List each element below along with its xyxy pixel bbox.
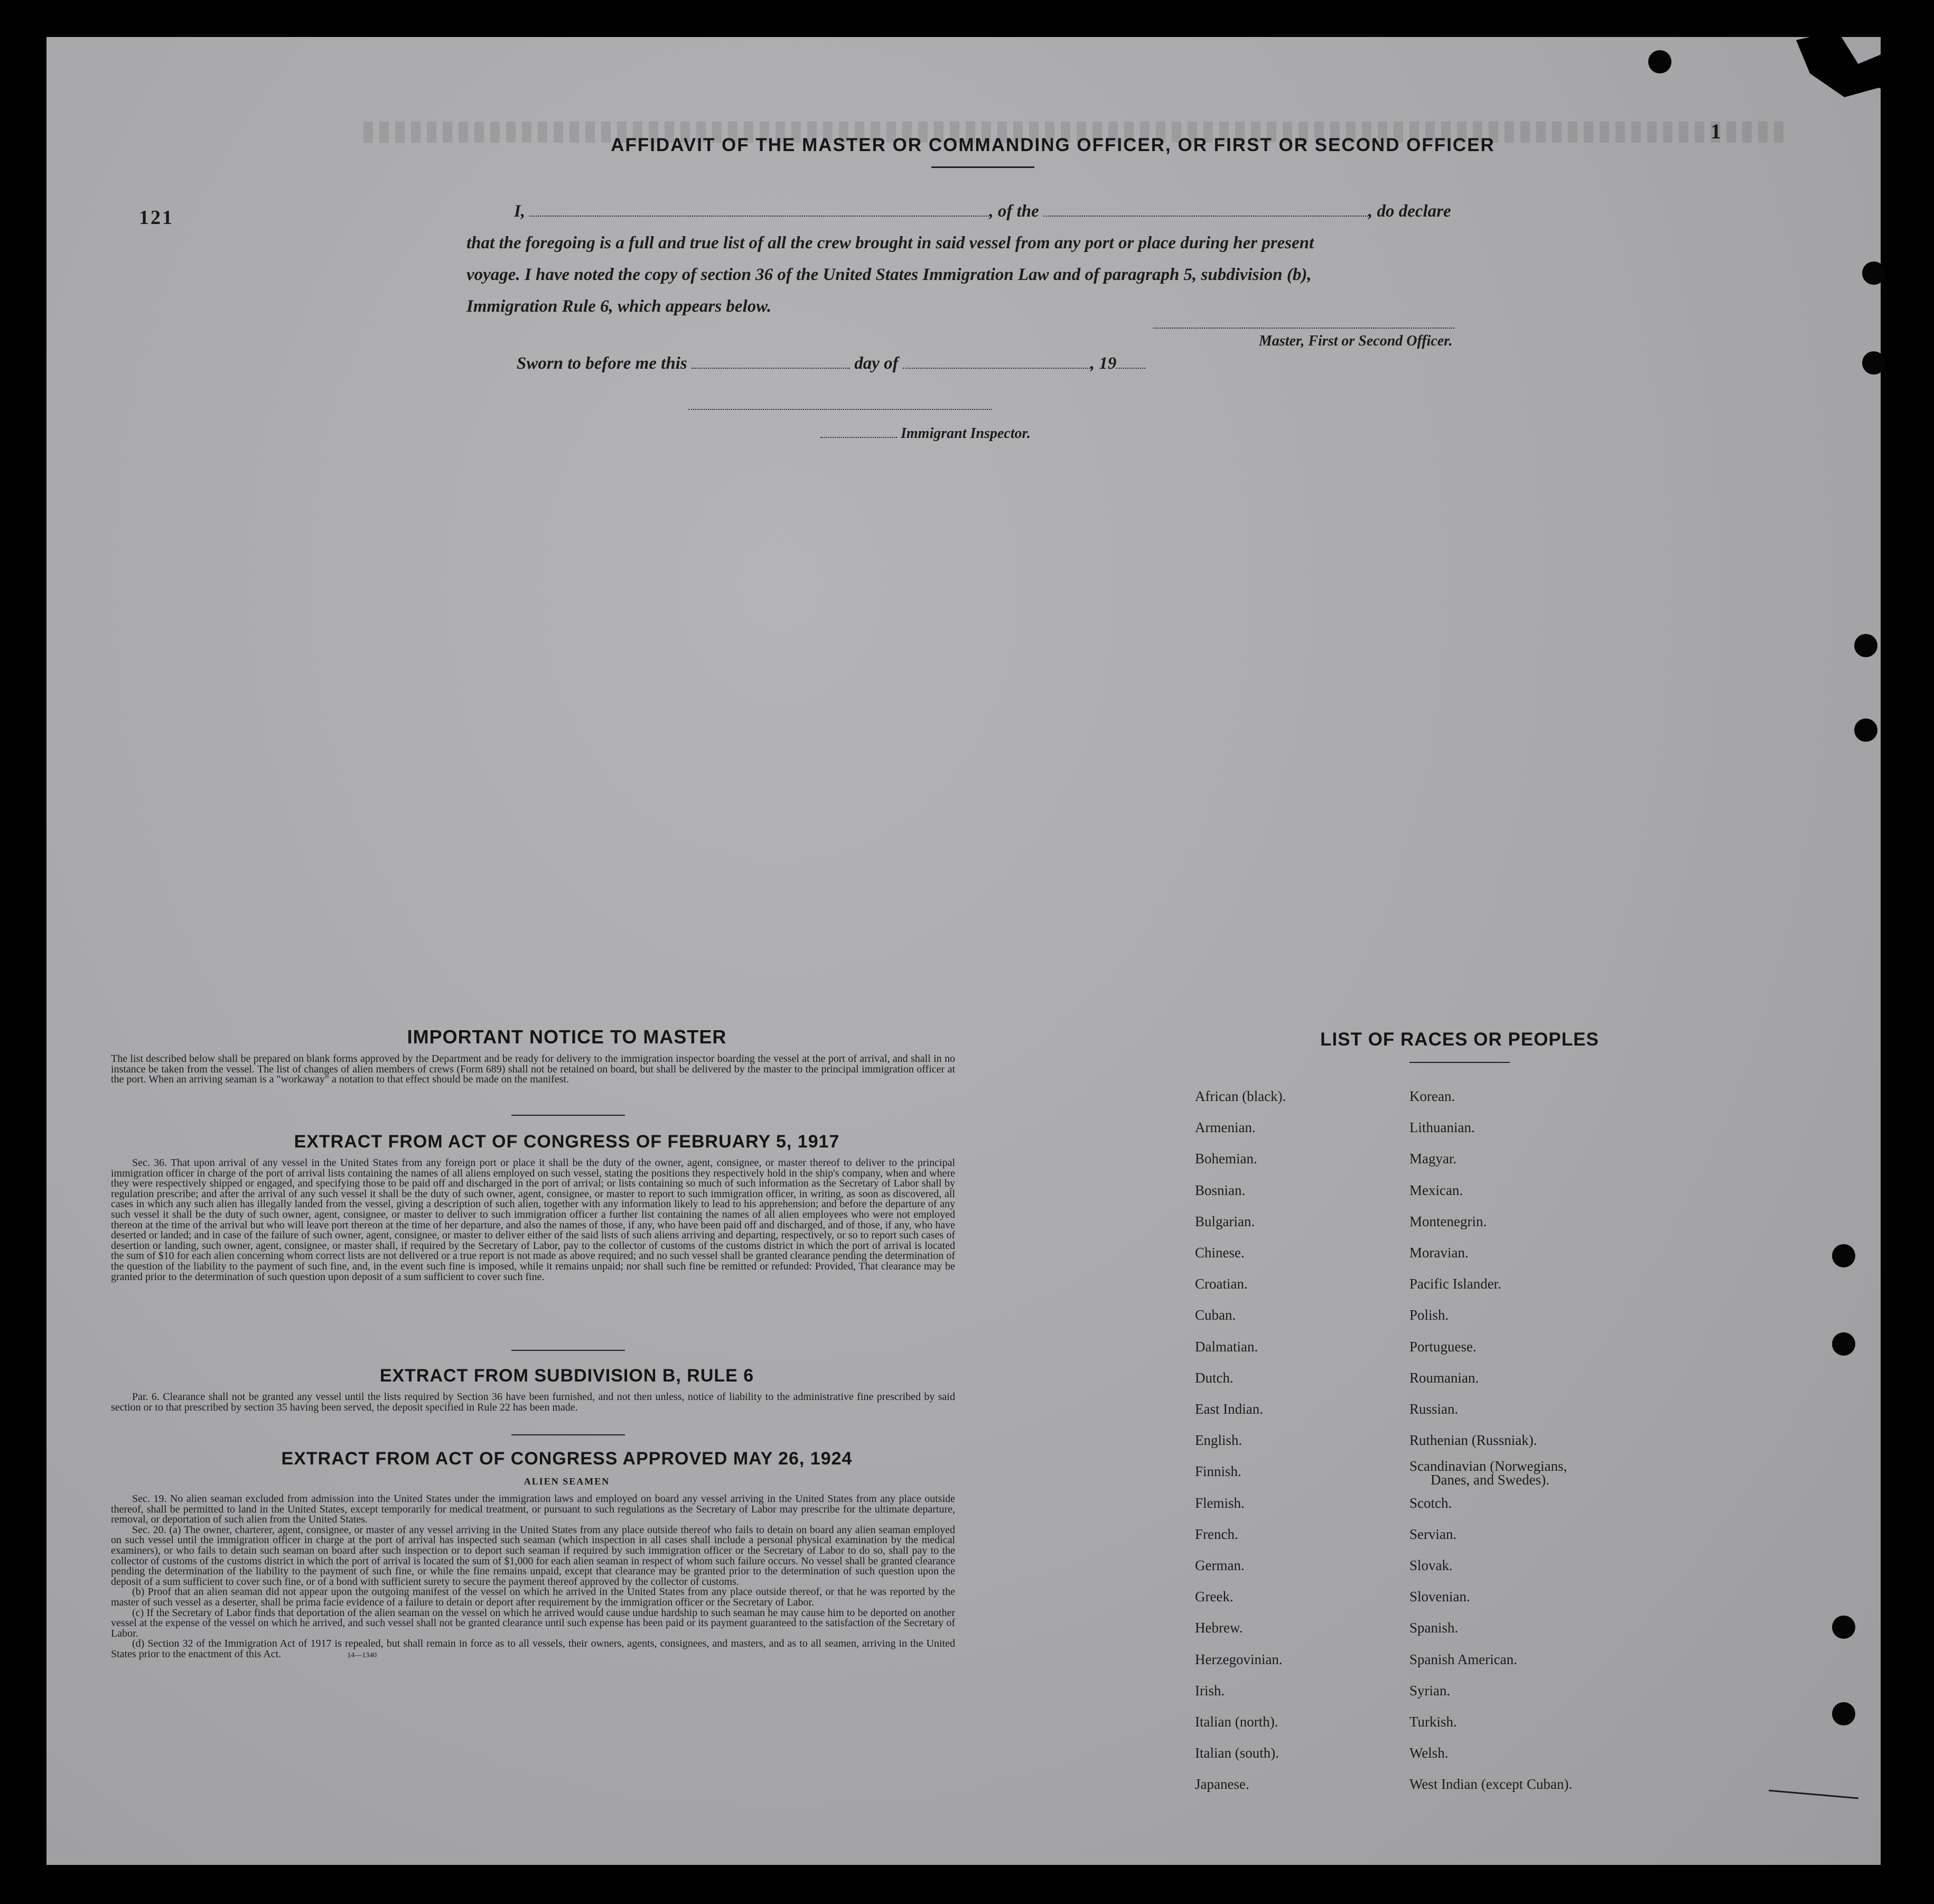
race-item-right: Russian.	[1409, 1401, 1459, 1417]
affidavit-do-declare: , do declare	[1368, 202, 1451, 221]
punch-hole	[1862, 351, 1885, 375]
inspector-dots	[820, 437, 897, 438]
race-item-left: Chinese.	[1195, 1245, 1245, 1261]
extract-1924-subtitle: ALIEN SEAMEN	[524, 1476, 610, 1487]
race-item-right: Montenegrin.	[1409, 1213, 1487, 1229]
notice-rule	[511, 1115, 625, 1116]
affidavit-title: AFFIDAVIT OF THE MASTER OR COMMANDING OFFICER, OR FIRST OR SECOND OFFICER	[611, 135, 1495, 155]
sworn-month-field[interactable]	[903, 368, 1090, 369]
race-item-right: Mexican.	[1409, 1182, 1463, 1198]
punch-hole	[1832, 1616, 1855, 1639]
punch-hole	[1832, 1702, 1855, 1725]
master-name-field[interactable]	[529, 216, 989, 217]
race-item-left: Hebrew.	[1195, 1620, 1243, 1636]
sec-20d	[111, 1639, 955, 1660]
punch-hole	[1862, 262, 1885, 285]
race-item-left: Italian (south).	[1195, 1745, 1279, 1761]
master-signature-line[interactable]	[1153, 328, 1454, 329]
race-item-left: Italian (north).	[1195, 1714, 1278, 1730]
extract-rule6-title: EXTRACT FROM SUBDIVISION B, RULE 6	[379, 1366, 754, 1386]
race-item-left: Greek.	[1195, 1589, 1234, 1605]
affidavit-line4: Immigration Rule 6, which appears below.	[466, 297, 772, 316]
race-item-right: Spanish.	[1409, 1620, 1459, 1636]
race-item-right: Spanish American.	[1409, 1651, 1517, 1667]
extract-1924-title: EXTRACT FROM ACT OF CONGRESS APPROVED MAY 26, 1924	[281, 1449, 853, 1469]
race-item-left: Herzegovinian.	[1195, 1651, 1283, 1667]
race-item-right: Magyar.	[1409, 1151, 1457, 1167]
race-item-left: German.	[1195, 1557, 1245, 1573]
notice-body: The list described below shall be prepared on blank forms approved by the Department and be ready for delivery to the immigration inspector boarding the vessel at the port of arrival, and shall in no instance be taken from the vessel. The list of changes of alien members of crews (Form 689) shall not be retained on board, but shall be delivered by the master to the principal immigration officer at the port. When an arriving seaman is a "workaway" a notation to that effect should be made on the manifest.	[111, 1053, 955, 1086]
inspector-signature-line[interactable]	[688, 409, 992, 410]
affidavit-line1	[514, 202, 1451, 221]
race-item-left: French.	[1195, 1526, 1238, 1542]
race-item-right: Ruthenian (Russniak).	[1409, 1432, 1537, 1449]
race-item-left: African (black).	[1195, 1088, 1286, 1104]
sworn-year-field[interactable]	[1116, 368, 1145, 369]
race-item-left: Japanese.	[1195, 1776, 1249, 1793]
sworn-prefix: Sworn to before me this	[517, 354, 687, 373]
race-item-right: Portuguese.	[1409, 1338, 1477, 1355]
sworn-day-of: day of	[854, 354, 899, 373]
race-item-left: Bulgarian.	[1195, 1213, 1255, 1229]
extract-1924-body	[111, 1494, 955, 1661]
extract-rule6-rule	[511, 1434, 625, 1435]
races-title: LIST OF RACES OR PEOPLES	[1320, 1029, 1599, 1050]
race-item-right: Korean.	[1409, 1088, 1455, 1104]
document-page	[46, 37, 1881, 1865]
punch-hole	[1832, 1244, 1855, 1267]
race-item-right: Scandinavian (Norwegians,	[1409, 1458, 1567, 1474]
sec-20a: Sec. 20. (a) The owner, charterer, agent, consignee, or master of any vessel arriving in the United States from any place outside thereof who fails to detain on board any alien seaman employed on such vessel until the immigration officer in charge at the port of arrival has inspected such seaman (which inspection in all cases shall include a personal physical examination by the medical examiners), or who fails to detain such seaman on board after such inspection or to deport such seaman if required by such immigration officer or the Secretary of Labor to do so, shall pay to the collector of customs of the customs district in which the port of arrival is located the sum of $1,000 for each alien seaman in respect of whom such failure occurs. No vessel shall be granted clearance pending the determination of the liability to the payment of such fine, or while the fine remains unpaid, except that clearance may be granted prior to the determination of such question upon the deposit of a sum sufficient to cover such fine, or of a bond with sufficient surety to secure the payment thereof approved by the collector of customs.	[111, 1524, 955, 1588]
race-item-left: English.	[1195, 1432, 1242, 1449]
affidavit-title-rule	[931, 166, 1034, 168]
race-item-right: Roumanian.	[1409, 1369, 1479, 1386]
extract-rule6-body: Par. 6. Clearance shall not be granted any vessel until the lists required by Section 36 have been furnished, and not then unless, notice of liability to the administrative fine prescribed by said section or to that prescribed by section 35 having been served, the deposit specified in Rule 22 has been made.	[111, 1391, 955, 1413]
race-item-right: Polish.	[1409, 1307, 1449, 1323]
punch-hole	[1832, 1332, 1855, 1356]
race-item-left: Cuban.	[1195, 1307, 1236, 1323]
inspector-label: Immigrant Inspector.	[901, 425, 1031, 442]
corner-mark: 1	[1711, 119, 1723, 143]
race-item-left: Finnish.	[1195, 1463, 1241, 1480]
race-item-right: Slovenian.	[1409, 1589, 1470, 1605]
race-item-right: Servian.	[1409, 1526, 1457, 1542]
race-item-left: Flemish.	[1195, 1495, 1245, 1511]
sec-20b: (b) Proof that an alien seaman did not appear upon the outgoing manifest of the vessel on which he arrived in the United States from any place outside thereof, or that he was reported by the master of such vessel as a deserter, shall be prima facie evidence of a failure to detain or deport after requirement by the immigration officer or the Secretary of Labor.	[111, 1586, 955, 1608]
margin-stroke	[1769, 1790, 1858, 1799]
form-number: 14—1340	[347, 1651, 377, 1659]
race-item-left: Irish.	[1195, 1682, 1225, 1698]
inspector-line	[820, 425, 1031, 442]
punch-hole	[1854, 634, 1877, 657]
race-item-left: Bosnian.	[1195, 1182, 1246, 1198]
race-item-left: Dalmatian.	[1195, 1338, 1258, 1355]
race-item-right: Lithuanian.	[1409, 1119, 1475, 1136]
punch-hole	[1648, 50, 1671, 73]
master-signature-label: Master, First or Second Officer.	[1259, 333, 1453, 349]
race-item-right: Welsh.	[1409, 1745, 1449, 1761]
race-item-right: West Indian (except Cuban).	[1409, 1776, 1573, 1793]
race-item-right: Pacific Islander.	[1409, 1276, 1501, 1292]
races-title-rule	[1409, 1062, 1510, 1063]
affidavit-of-the: , of the	[989, 202, 1039, 221]
sworn-year: , 19	[1090, 354, 1117, 373]
affidavit-i: I,	[514, 202, 526, 221]
sec-20c: (c) If the Secretary of Labor finds that deportation of the alien seaman on the vessel on which he arrived would cause undue hardship to such seaman he may cause him to be deported on another vessel at the expense of the vessel on which he arrived, and such vessel shall not be granted clearance until such expense has been paid or its payment guaranteed to the satisfaction of the Secretary of Labor.	[111, 1607, 955, 1639]
race-item-right: Scotch.	[1409, 1495, 1452, 1511]
margin-stamp: 121	[139, 207, 174, 229]
race-item-left: Bohemian.	[1195, 1151, 1257, 1167]
race-item-right: Turkish.	[1409, 1714, 1457, 1730]
sworn-line	[517, 354, 1145, 374]
affidavit-line3: voyage. I have noted the copy of section 36 of the United States Immigration Law and of paragraph 5, subdivision (b),	[466, 265, 1312, 284]
race-item-left: Armenian.	[1195, 1119, 1256, 1136]
race-item-right: Syrian.	[1409, 1682, 1451, 1698]
sec-19: Sec. 19. No alien seaman excluded from admission into the United States under the immigration laws and employed on board any vessel arriving in the United States from any place outside thereof, shall be permitted to land in the United States, except temporarily for medical treatment, or pursuant to such regulations as the Secretary of Labor may prescribe for the ultimate departure, removal, or deportation of such alien from the United States.	[111, 1493, 955, 1526]
race-item-right: Moravian.	[1409, 1245, 1469, 1261]
race-item-left: East Indian.	[1195, 1401, 1263, 1417]
punch-hole	[1854, 718, 1877, 742]
sec-20d-text: (d) Section 32 of the Immigration Act of 1917 is repealed, but shall remain in force as to all vessels, their owners, agents, consignees, and masters, and as to all seamen, arriving in the United States prior to the enactment of this Act.	[111, 1638, 955, 1660]
race-item-right-continuation: Danes, and Swedes).	[1431, 1472, 1549, 1488]
race-item-left: Dutch.	[1195, 1369, 1234, 1386]
vessel-name-field[interactable]	[1043, 216, 1368, 217]
extract-1917-title: EXTRACT FROM ACT OF CONGRESS OF FEBRUARY 5, 1917	[294, 1132, 840, 1152]
extract-1917-body: Sec. 36. That upon arrival of any vessel in the United States from any foreign port or place it shall be the duty of the owner, agent, consignee, or master thereof to deliver to the principal immigration officer in charge of the port of arrival lists containing the names of all aliens employed on such vessel, stating the positions they respectively hold in the ship's company, when and where they were respectively shipped or engaged, and specifying those to be paid off and discharged in the port of arrival; or lists containing so much of such information as the Secretary of Labor shall by regulation prescribe; and after the arrival of any such vessel it shall be the duty of such owner, agent, consignee, or master to report to such immigration officer, in writing, as soon as discovered, all cases in which any such alien has illegally landed from the vessel, giving a description of such alien, together with any information likely to lead to his apprehension; and before the departure of any such vessel it shall be the duty of such owner, agent, consignee, or master to deliver to such immigration officer a further list containing the names of all alien employees who were not employed thereon at the time of the arrival but who will leave port thereon at the time of her departure, and also the names of those, if any, who have been paid off and discharged, and of those, if any, who have deserted or landed; and in case of the failure of such owner, agent, consignee, or master to deliver either of the said lists of such aliens arriving and departing, respectively, or so to report such cases of desertion or landing, such owner, agent, consignee, or master shall, if required by the Secretary of Labor, pay to the collector of customs of the customs district in which the port of arrival is located the sum of $10 for each alien concerning whom correct lists are not delivered or a true report is not made as above required; and no such vessel shall be granted clearance pending the determination of the question of the liability to the payment of such fine, and, in the event such fine is imposed, while it remains unpaid; nor shall such fine be remitted or refunded: Provided, That clearance may be granted prior to the determination of such question upon deposit of a sum sufficient to cover such fine.	[111, 1157, 955, 1283]
notice-title: IMPORTANT NOTICE TO MASTER	[407, 1026, 727, 1048]
sworn-day-field[interactable]	[692, 368, 850, 369]
extract-1917-rule	[511, 1350, 625, 1351]
race-item-left: Croatian.	[1195, 1276, 1248, 1292]
race-item-right: Slovak.	[1409, 1557, 1453, 1573]
affidavit-line2: that the foregoing is a full and true list of all the crew brought in said vessel from any port or place during her present	[466, 234, 1314, 253]
